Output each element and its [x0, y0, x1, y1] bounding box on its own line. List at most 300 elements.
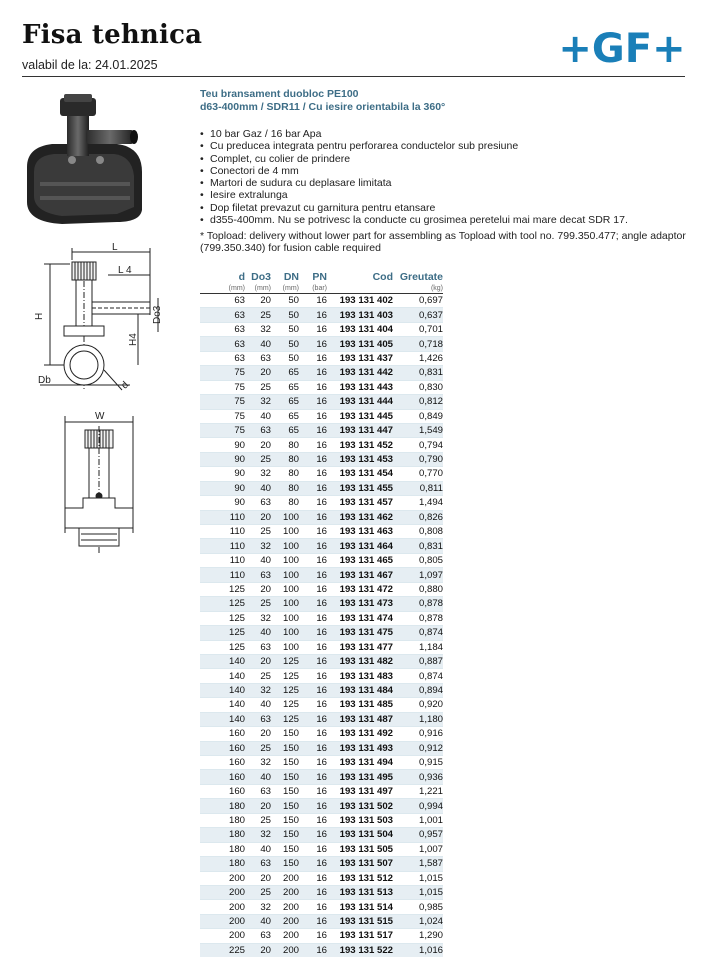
cell-do3: 20 [245, 654, 271, 668]
header-divider [22, 76, 685, 77]
cell-d: 180 [200, 857, 245, 871]
cell-pn: 16 [299, 683, 327, 697]
cell-cod: 193 131 484 [327, 683, 393, 697]
cell-do3: 20 [245, 294, 271, 308]
cell-d: 125 [200, 626, 245, 640]
col-header-d: d [238, 270, 245, 283]
cell-d: 110 [200, 568, 245, 582]
cell-do3: 63 [245, 423, 271, 437]
table-row [200, 900, 443, 914]
table-row [200, 380, 443, 394]
dim-d-label: d [119, 379, 132, 392]
cell-dn: 125 [271, 683, 299, 697]
cell-greutate: 0,770 [393, 467, 443, 481]
cell-d: 160 [200, 770, 245, 784]
cell-dn: 100 [271, 582, 299, 596]
cell-pn: 16 [299, 525, 327, 539]
cell-d: 180 [200, 799, 245, 813]
cell-do3: 40 [245, 770, 271, 784]
table-row [200, 481, 443, 495]
cell-pn: 16 [299, 914, 327, 928]
cell-do3: 25 [245, 597, 271, 611]
cell-greutate: 1,007 [393, 842, 443, 856]
cell-dn: 65 [271, 409, 299, 423]
cell-pn: 16 [299, 337, 327, 351]
cell-cod: 193 131 497 [327, 784, 393, 798]
cell-do3: 40 [245, 698, 271, 712]
feature-item: • d355-400mm. Nu se potrivesc la conducte cu grosimea peretelui mai mare decat SDR 17. [200, 214, 700, 226]
cell-cod: 193 131 447 [327, 423, 393, 437]
cell-do3: 32 [245, 611, 271, 625]
cell-greutate: 0,830 [393, 380, 443, 394]
cell-d: 200 [200, 900, 245, 914]
cell-dn: 150 [271, 828, 299, 842]
cell-pn: 16 [299, 871, 327, 885]
cell-greutate: 0,849 [393, 409, 443, 423]
cell-cod: 193 131 404 [327, 322, 393, 336]
spec-table-body [200, 294, 443, 958]
cell-cod: 193 131 504 [327, 828, 393, 842]
cell-dn: 80 [271, 496, 299, 510]
cell-pn: 16 [299, 654, 327, 668]
table-row [200, 885, 443, 899]
cell-greutate: 0,812 [393, 395, 443, 409]
svg-text:+GF+: +GF+ [558, 28, 686, 68]
cell-do3: 40 [245, 337, 271, 351]
cell-pn: 16 [299, 727, 327, 741]
cell-cod: 193 131 485 [327, 698, 393, 712]
cell-do3: 40 [245, 626, 271, 640]
cell-pn: 16 [299, 510, 327, 524]
cell-d: 63 [200, 322, 245, 336]
table-row [200, 784, 443, 798]
cell-do3: 25 [245, 380, 271, 394]
cell-d: 75 [200, 366, 245, 380]
cell-pn: 16 [299, 452, 327, 466]
cell-pn: 16 [299, 842, 327, 856]
cell-pn: 16 [299, 481, 327, 495]
cell-cod: 193 131 492 [327, 727, 393, 741]
cell-do3: 63 [245, 712, 271, 726]
cell-d: 90 [200, 496, 245, 510]
table-row [200, 683, 443, 697]
cell-dn: 200 [271, 900, 299, 914]
col-header-dn: DN [283, 270, 299, 283]
table-row [200, 828, 443, 842]
unit-dn: (mm) [271, 283, 299, 294]
cell-dn: 200 [271, 871, 299, 885]
cell-pn: 16 [299, 553, 327, 567]
cell-d: 125 [200, 597, 245, 611]
cell-cod: 193 131 454 [327, 467, 393, 481]
cell-greutate: 1,015 [393, 885, 443, 899]
cell-d: 110 [200, 539, 245, 553]
cell-pn: 16 [299, 857, 327, 871]
cell-dn: 65 [271, 366, 299, 380]
cell-dn: 100 [271, 640, 299, 654]
cell-cod: 193 131 455 [327, 481, 393, 495]
table-row [200, 712, 443, 726]
product-photo [22, 92, 157, 227]
cell-cod: 193 131 452 [327, 438, 393, 452]
cell-pn: 16 [299, 828, 327, 842]
table-row [200, 510, 443, 524]
cell-greutate: 0,697 [393, 294, 443, 308]
cell-dn: 100 [271, 568, 299, 582]
cell-do3: 25 [245, 308, 271, 322]
cell-do3: 63 [245, 929, 271, 943]
cell-greutate: 1,549 [393, 423, 443, 437]
cell-greutate: 1,221 [393, 784, 443, 798]
cell-greutate: 0,878 [393, 611, 443, 625]
cell-greutate: 0,912 [393, 741, 443, 755]
cell-do3: 20 [245, 582, 271, 596]
feature-item: • Complet, cu colier de prindere [200, 153, 700, 165]
cell-d: 90 [200, 452, 245, 466]
cell-greutate: 1,024 [393, 914, 443, 928]
cell-d: 140 [200, 712, 245, 726]
table-row [200, 813, 443, 827]
cell-dn: 50 [271, 322, 299, 336]
cell-pn: 16 [299, 351, 327, 365]
cell-d: 75 [200, 380, 245, 394]
cell-d: 75 [200, 395, 245, 409]
cell-dn: 200 [271, 929, 299, 943]
cell-pn: 16 [299, 784, 327, 798]
cell-cod: 193 131 403 [327, 308, 393, 322]
cell-cod: 193 131 442 [327, 366, 393, 380]
cell-greutate: 1,290 [393, 929, 443, 943]
cell-greutate: 0,718 [393, 337, 443, 351]
cell-d: 200 [200, 929, 245, 943]
cell-d: 63 [200, 351, 245, 365]
cell-dn: 150 [271, 799, 299, 813]
cell-pn: 16 [299, 885, 327, 899]
feature-item: • Martori de sudura cu deplasare limitata [200, 177, 700, 189]
cell-pn: 16 [299, 669, 327, 683]
feature-item: • 10 bar Gaz / 16 bar Apa [200, 128, 700, 140]
cell-pn: 16 [299, 611, 327, 625]
table-row [200, 842, 443, 856]
cell-do3: 25 [245, 885, 271, 899]
cell-do3: 20 [245, 438, 271, 452]
cell-greutate: 1,097 [393, 568, 443, 582]
cell-dn: 125 [271, 712, 299, 726]
col-header-pn: PN [312, 270, 327, 283]
cell-d: 125 [200, 582, 245, 596]
cell-do3: 25 [245, 669, 271, 683]
cell-pn: 16 [299, 813, 327, 827]
table-row [200, 597, 443, 611]
cell-dn: 80 [271, 452, 299, 466]
cell-d: 110 [200, 525, 245, 539]
cell-d: 200 [200, 914, 245, 928]
cell-dn: 150 [271, 857, 299, 871]
table-row [200, 669, 443, 683]
table-row [200, 525, 443, 539]
table-row [200, 553, 443, 567]
table-row [200, 568, 443, 582]
cell-dn: 50 [271, 308, 299, 322]
cell-cod: 193 131 473 [327, 597, 393, 611]
cell-dn: 100 [271, 539, 299, 553]
cell-dn: 100 [271, 611, 299, 625]
cell-d: 75 [200, 423, 245, 437]
cell-do3: 20 [245, 727, 271, 741]
table-row [200, 611, 443, 625]
cell-pn: 16 [299, 539, 327, 553]
cell-do3: 20 [245, 871, 271, 885]
cell-d: 140 [200, 669, 245, 683]
cell-do3: 32 [245, 322, 271, 336]
cell-cod: 193 131 463 [327, 525, 393, 539]
cell-greutate: 0,916 [393, 727, 443, 741]
cell-d: 110 [200, 510, 245, 524]
cell-do3: 40 [245, 481, 271, 495]
cell-dn: 100 [271, 597, 299, 611]
table-row [200, 351, 443, 365]
dim-W-label: W [95, 411, 105, 422]
cell-do3: 20 [245, 366, 271, 380]
valid-date: 24.01.2025 [94, 58, 158, 72]
cell-greutate: 0,701 [393, 322, 443, 336]
table-row [200, 496, 443, 510]
cell-do3: 20 [245, 943, 271, 957]
cell-greutate: 0,920 [393, 698, 443, 712]
side-view-drawing [30, 240, 170, 400]
table-row [200, 871, 443, 885]
valid-label: valabil de la: [22, 58, 92, 72]
cell-greutate: 1,184 [393, 640, 443, 654]
cell-do3: 63 [245, 857, 271, 871]
cell-do3: 32 [245, 467, 271, 481]
cell-d: 90 [200, 481, 245, 495]
cell-greutate: 0,831 [393, 539, 443, 553]
cell-dn: 100 [271, 626, 299, 640]
cell-d: 63 [200, 294, 245, 308]
cell-dn: 50 [271, 294, 299, 308]
cell-greutate: 1,180 [393, 712, 443, 726]
cell-dn: 80 [271, 481, 299, 495]
cell-do3: 25 [245, 525, 271, 539]
feature-item: • Conectori de 4 mm [200, 165, 700, 177]
product-heading [200, 88, 445, 114]
cell-greutate: 0,985 [393, 900, 443, 914]
unit-d: (mm) [200, 283, 245, 294]
cell-greutate: 1,015 [393, 871, 443, 885]
cell-cod: 193 131 437 [327, 351, 393, 365]
cell-dn: 150 [271, 741, 299, 755]
cell-do3: 32 [245, 756, 271, 770]
table-row [200, 409, 443, 423]
cell-greutate: 0,915 [393, 756, 443, 770]
cell-do3: 32 [245, 395, 271, 409]
cell-dn: 100 [271, 553, 299, 567]
cell-d: 160 [200, 741, 245, 755]
cell-d: 125 [200, 640, 245, 654]
col-header-cod: Cod [372, 270, 393, 283]
cell-cod: 193 131 482 [327, 654, 393, 668]
cell-greutate: 0,826 [393, 510, 443, 524]
cell-d: 90 [200, 438, 245, 452]
cell-greutate: 0,880 [393, 582, 443, 596]
cell-cod: 193 131 445 [327, 409, 393, 423]
cell-d: 140 [200, 698, 245, 712]
table-row [200, 654, 443, 668]
dim-H-label: H [34, 312, 45, 320]
cell-pn: 16 [299, 770, 327, 784]
cell-d: 90 [200, 467, 245, 481]
cell-pn: 16 [299, 294, 327, 308]
cell-d: 125 [200, 611, 245, 625]
table-row [200, 423, 443, 437]
cell-pn: 16 [299, 380, 327, 394]
cell-dn: 125 [271, 669, 299, 683]
cell-greutate: 1,001 [393, 813, 443, 827]
col-header-do3: Do3 [251, 270, 271, 283]
table-row [200, 943, 443, 957]
dim-Do3-label: Do3 [152, 305, 163, 324]
unit-pn: (bar) [299, 283, 327, 294]
cell-greutate: 1,494 [393, 496, 443, 510]
cell-cod: 193 131 462 [327, 510, 393, 524]
cell-d: 63 [200, 337, 245, 351]
cell-d: 140 [200, 683, 245, 697]
cell-pn: 16 [299, 698, 327, 712]
cell-do3: 63 [245, 496, 271, 510]
table-header-row [200, 270, 443, 283]
cell-cod: 193 131 475 [327, 626, 393, 640]
cell-cod: 193 131 507 [327, 857, 393, 871]
table-row [200, 640, 443, 654]
col-header-greutate: Greutate [399, 270, 443, 283]
cell-cod: 193 131 487 [327, 712, 393, 726]
cell-pn: 16 [299, 900, 327, 914]
cell-pn: 16 [299, 712, 327, 726]
table-row [200, 857, 443, 871]
table-row [200, 698, 443, 712]
page-title: Fisa tehnica [22, 20, 203, 50]
feature-item: • Iesire extralunga [200, 189, 700, 201]
cell-cod: 193 131 483 [327, 669, 393, 683]
cell-pn: 16 [299, 582, 327, 596]
cell-greutate: 0,957 [393, 828, 443, 842]
feature-list [200, 128, 700, 226]
table-row [200, 395, 443, 409]
table-row [200, 366, 443, 380]
cell-cod: 193 131 405 [327, 337, 393, 351]
cell-pn: 16 [299, 626, 327, 640]
cell-do3: 63 [245, 640, 271, 654]
cell-greutate: 1,587 [393, 857, 443, 871]
cell-d: 160 [200, 756, 245, 770]
cell-cod: 193 131 505 [327, 842, 393, 856]
cell-d: 225 [200, 943, 245, 957]
table-row [200, 770, 443, 784]
cell-pn: 16 [299, 366, 327, 380]
cell-greutate: 0,637 [393, 308, 443, 322]
cell-dn: 80 [271, 438, 299, 452]
cell-greutate: 0,894 [393, 683, 443, 697]
cell-pn: 16 [299, 496, 327, 510]
cell-cod: 193 131 477 [327, 640, 393, 654]
cell-cod: 193 131 503 [327, 813, 393, 827]
table-row [200, 582, 443, 596]
cell-dn: 200 [271, 885, 299, 899]
cell-dn: 150 [271, 784, 299, 798]
product-line-1: Teu bransament duobloc PE100 [200, 88, 359, 100]
cell-d: 160 [200, 727, 245, 741]
cell-pn: 16 [299, 929, 327, 943]
cell-d: 180 [200, 828, 245, 842]
cell-cod: 193 131 517 [327, 929, 393, 943]
cell-dn: 150 [271, 770, 299, 784]
cell-pn: 16 [299, 467, 327, 481]
product-line-2: d63-400mm / SDR11 / Cu iesire orientabila la 360° [200, 101, 446, 113]
cell-cod: 193 131 464 [327, 539, 393, 553]
cell-cod: 193 131 443 [327, 380, 393, 394]
cell-pn: 16 [299, 308, 327, 322]
cell-dn: 150 [271, 813, 299, 827]
cell-dn: 100 [271, 525, 299, 539]
cell-cod: 193 131 457 [327, 496, 393, 510]
dim-H4-label: H4 [128, 333, 139, 346]
cell-d: 160 [200, 784, 245, 798]
table-row [200, 467, 443, 481]
cell-do3: 32 [245, 900, 271, 914]
spec-table [200, 270, 443, 957]
cell-greutate: 1,426 [393, 351, 443, 365]
feature-item: • Dop filetat prevazut cu garnitura pentru etansare [200, 202, 700, 214]
cell-greutate: 0,936 [393, 770, 443, 784]
table-row [200, 727, 443, 741]
cell-dn: 80 [271, 467, 299, 481]
cell-dn: 150 [271, 727, 299, 741]
cell-do3: 40 [245, 842, 271, 856]
table-row [200, 914, 443, 928]
cell-dn: 200 [271, 943, 299, 957]
table-row [200, 308, 443, 322]
cell-d: 200 [200, 885, 245, 899]
cell-d: 180 [200, 842, 245, 856]
cell-cod: 193 131 495 [327, 770, 393, 784]
cell-cod: 193 131 493 [327, 741, 393, 755]
cell-pn: 16 [299, 423, 327, 437]
dim-Db-label: Db [38, 375, 51, 386]
cell-dn: 50 [271, 337, 299, 351]
cell-d: 140 [200, 654, 245, 668]
cell-do3: 25 [245, 452, 271, 466]
table-row [200, 337, 443, 351]
cell-dn: 65 [271, 380, 299, 394]
table-units-row [200, 283, 443, 294]
cell-cod: 193 131 522 [327, 943, 393, 957]
cell-cod: 193 131 494 [327, 756, 393, 770]
cell-pn: 16 [299, 409, 327, 423]
front-view-drawing [55, 408, 145, 558]
cell-pn: 16 [299, 756, 327, 770]
cell-do3: 20 [245, 510, 271, 524]
cell-do3: 40 [245, 409, 271, 423]
cell-greutate: 0,994 [393, 799, 443, 813]
cell-cod: 193 131 502 [327, 799, 393, 813]
cell-dn: 65 [271, 423, 299, 437]
cell-greutate: 0,887 [393, 654, 443, 668]
cell-do3: 25 [245, 813, 271, 827]
cell-cod: 193 131 402 [327, 294, 393, 308]
cell-do3: 25 [245, 741, 271, 755]
dim-L4-label: L 4 [118, 265, 132, 276]
